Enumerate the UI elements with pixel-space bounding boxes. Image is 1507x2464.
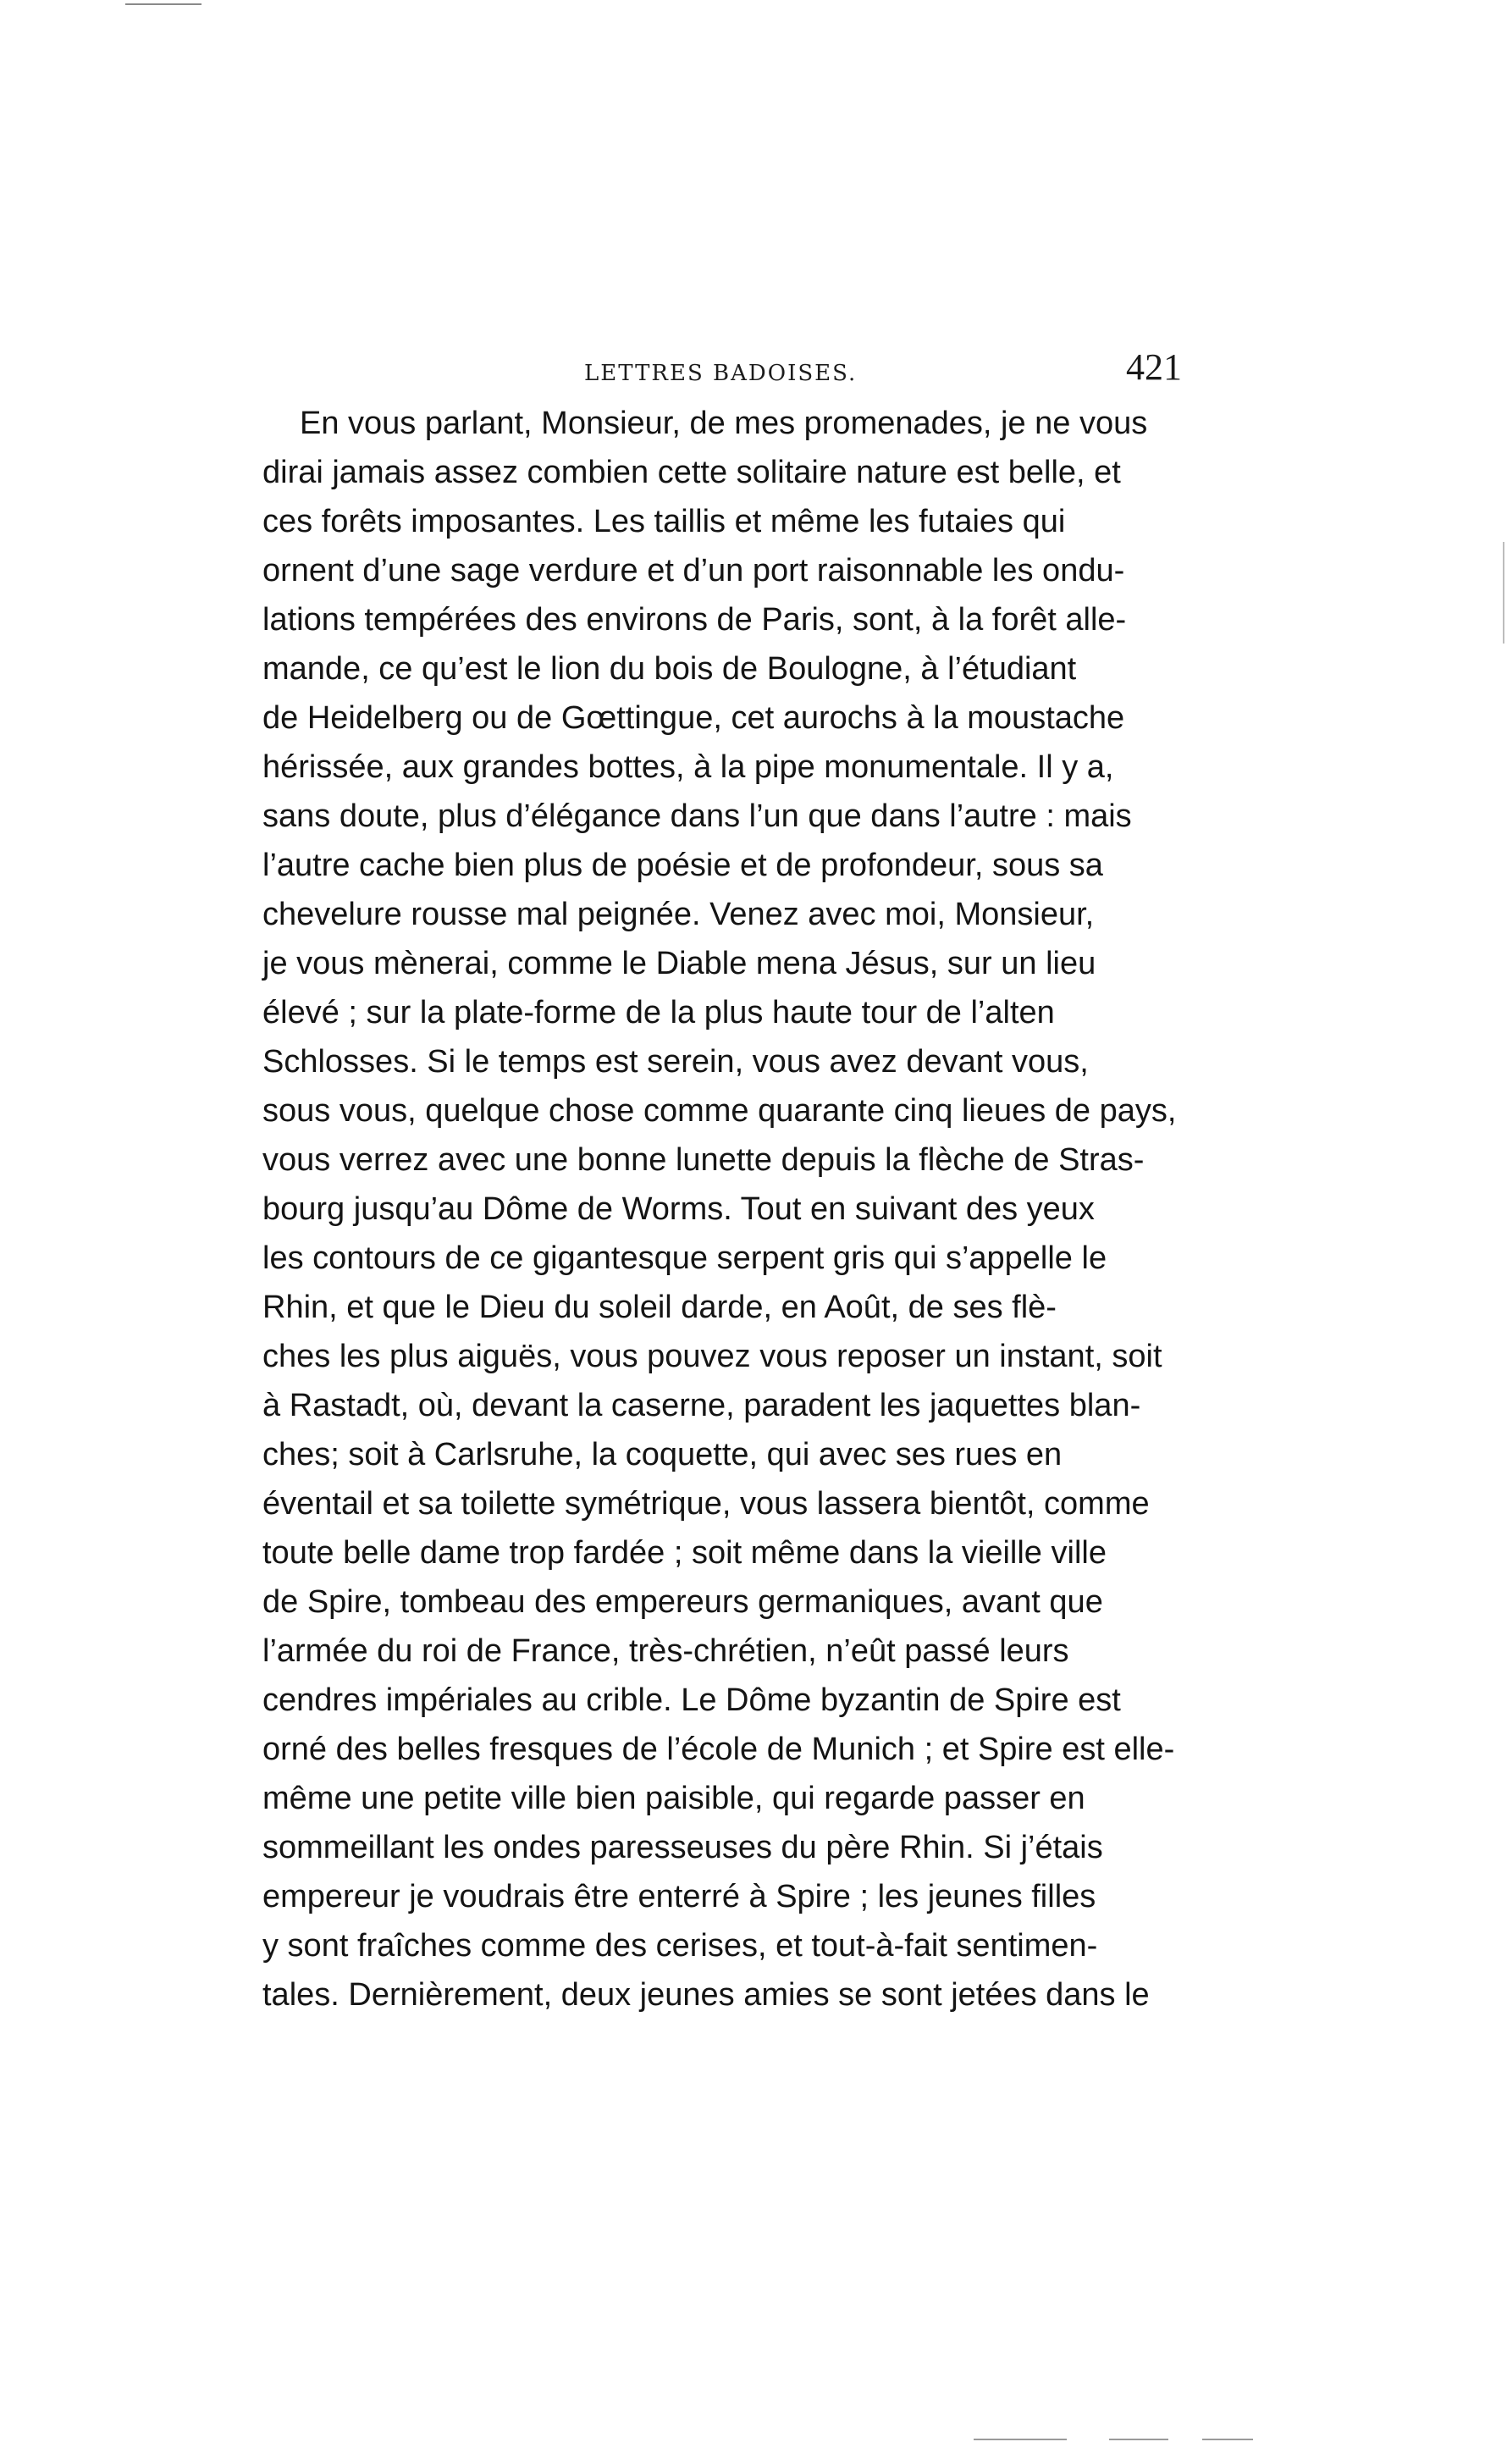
text-line: Schlosses. Si le temps est serein, vous avez devant vous, <box>262 1044 1089 1080</box>
text-line: l’armée du roi de France, très-chrétien, n’eût passé leurs <box>262 1633 1069 1669</box>
text-line: sommeillant les ondes paresseuses du père Rhin. Si j’étais <box>262 1830 1103 1865</box>
scan-edge-mark <box>974 2439 1067 2440</box>
text-line: les contours de ce gigantesque serpent gris qui s’appelle le <box>262 1240 1107 1276</box>
scan-edge-mark <box>125 3 201 5</box>
text-line: je vous mènerai, comme le Diable mena Jésus, sur un lieu <box>262 946 1096 981</box>
text-line: vous verrez avec une bonne lunette depuis la flèche de Stras- <box>262 1142 1145 1178</box>
text-line: tales. Dernièrement, deux jeunes amies se sont jetées dans le <box>262 1977 1150 2013</box>
text-line: l’autre cache bien plus de poésie et de profondeur, sous sa <box>262 848 1103 883</box>
text-line: cendres impériales au crible. Le Dôme byzantin de Spire est <box>262 1682 1121 1718</box>
text-line: En vous parlant, Monsieur, de mes promenades, je ne vous <box>300 406 1148 441</box>
text-line: à Rastadt, où, devant la caserne, paradent les jaquettes blan- <box>262 1388 1141 1423</box>
text-line: ornent d’une sage verdure et d’un port raisonnable les ondu- <box>262 553 1125 588</box>
scan-margin-artifact <box>1503 542 1504 644</box>
text-line: sans doute, plus d’élégance dans l’un que dans l’autre : mais <box>262 798 1132 834</box>
text-line: de Spire, tombeau des empereurs germaniques, avant que <box>262 1584 1103 1620</box>
text-line: de Heidelberg ou de Gœttingue, cet aurochs à la moustache <box>262 700 1125 736</box>
text-line: ces forêts imposantes. Les taillis et même les futaies qui <box>262 504 1066 539</box>
text-line: empereur je voudrais être enterré à Spire ; les jeunes filles <box>262 1879 1096 1914</box>
text-line: ches; soit à Carlsruhe, la coquette, qui avec ses rues en <box>262 1437 1063 1472</box>
running-head: LETTRES BADOISES. <box>584 361 858 386</box>
scan-edge-mark <box>1109 2439 1168 2440</box>
scan-edge-mark <box>1202 2439 1253 2440</box>
text-line: éventail et sa toilette symétrique, vous lassera bientôt, comme <box>262 1486 1150 1522</box>
text-line: sous vous, quelque chose comme quarante cinq lieues de pays, <box>262 1093 1177 1129</box>
text-line: élevé ; sur la plate-forme de la plus haute tour de l’alten <box>262 995 1055 1030</box>
page-number: 421 <box>1126 346 1182 388</box>
text-line: Rhin, et que le Dieu du soleil darde, en Août, de ses flè- <box>262 1290 1057 1325</box>
text-line: mande, ce qu’est le lion du bois de Boulogne, à l’étudiant <box>262 651 1077 687</box>
text-line: orné des belles fresques de l’école de Munich ; et Spire est elle- <box>262 1732 1175 1767</box>
text-line: hérissée, aux grandes bottes, à la pipe monumentale. Il y a, <box>262 749 1114 785</box>
text-line: y sont fraîches comme des cerises, et tout-à-fait sentimen- <box>262 1928 1098 1964</box>
text-line: même une petite ville bien paisible, qui regarde passer en <box>262 1781 1085 1816</box>
text-line: toute belle dame trop fardée ; soit même dans la vieille ville <box>262 1535 1107 1571</box>
text-line: ches les plus aiguës, vous pouvez vous reposer un instant, soit <box>262 1339 1162 1374</box>
text-line: chevelure rousse mal peignée. Venez avec moi, Monsieur, <box>262 897 1095 932</box>
text-line: lations tempérées des environs de Paris, sont, à la forêt alle- <box>262 602 1127 638</box>
text-line: bourg jusqu’au Dôme de Worms. Tout en suivant des yeux <box>262 1191 1095 1227</box>
text-line: dirai jamais assez combien cette solitaire nature est belle, et <box>262 455 1121 490</box>
